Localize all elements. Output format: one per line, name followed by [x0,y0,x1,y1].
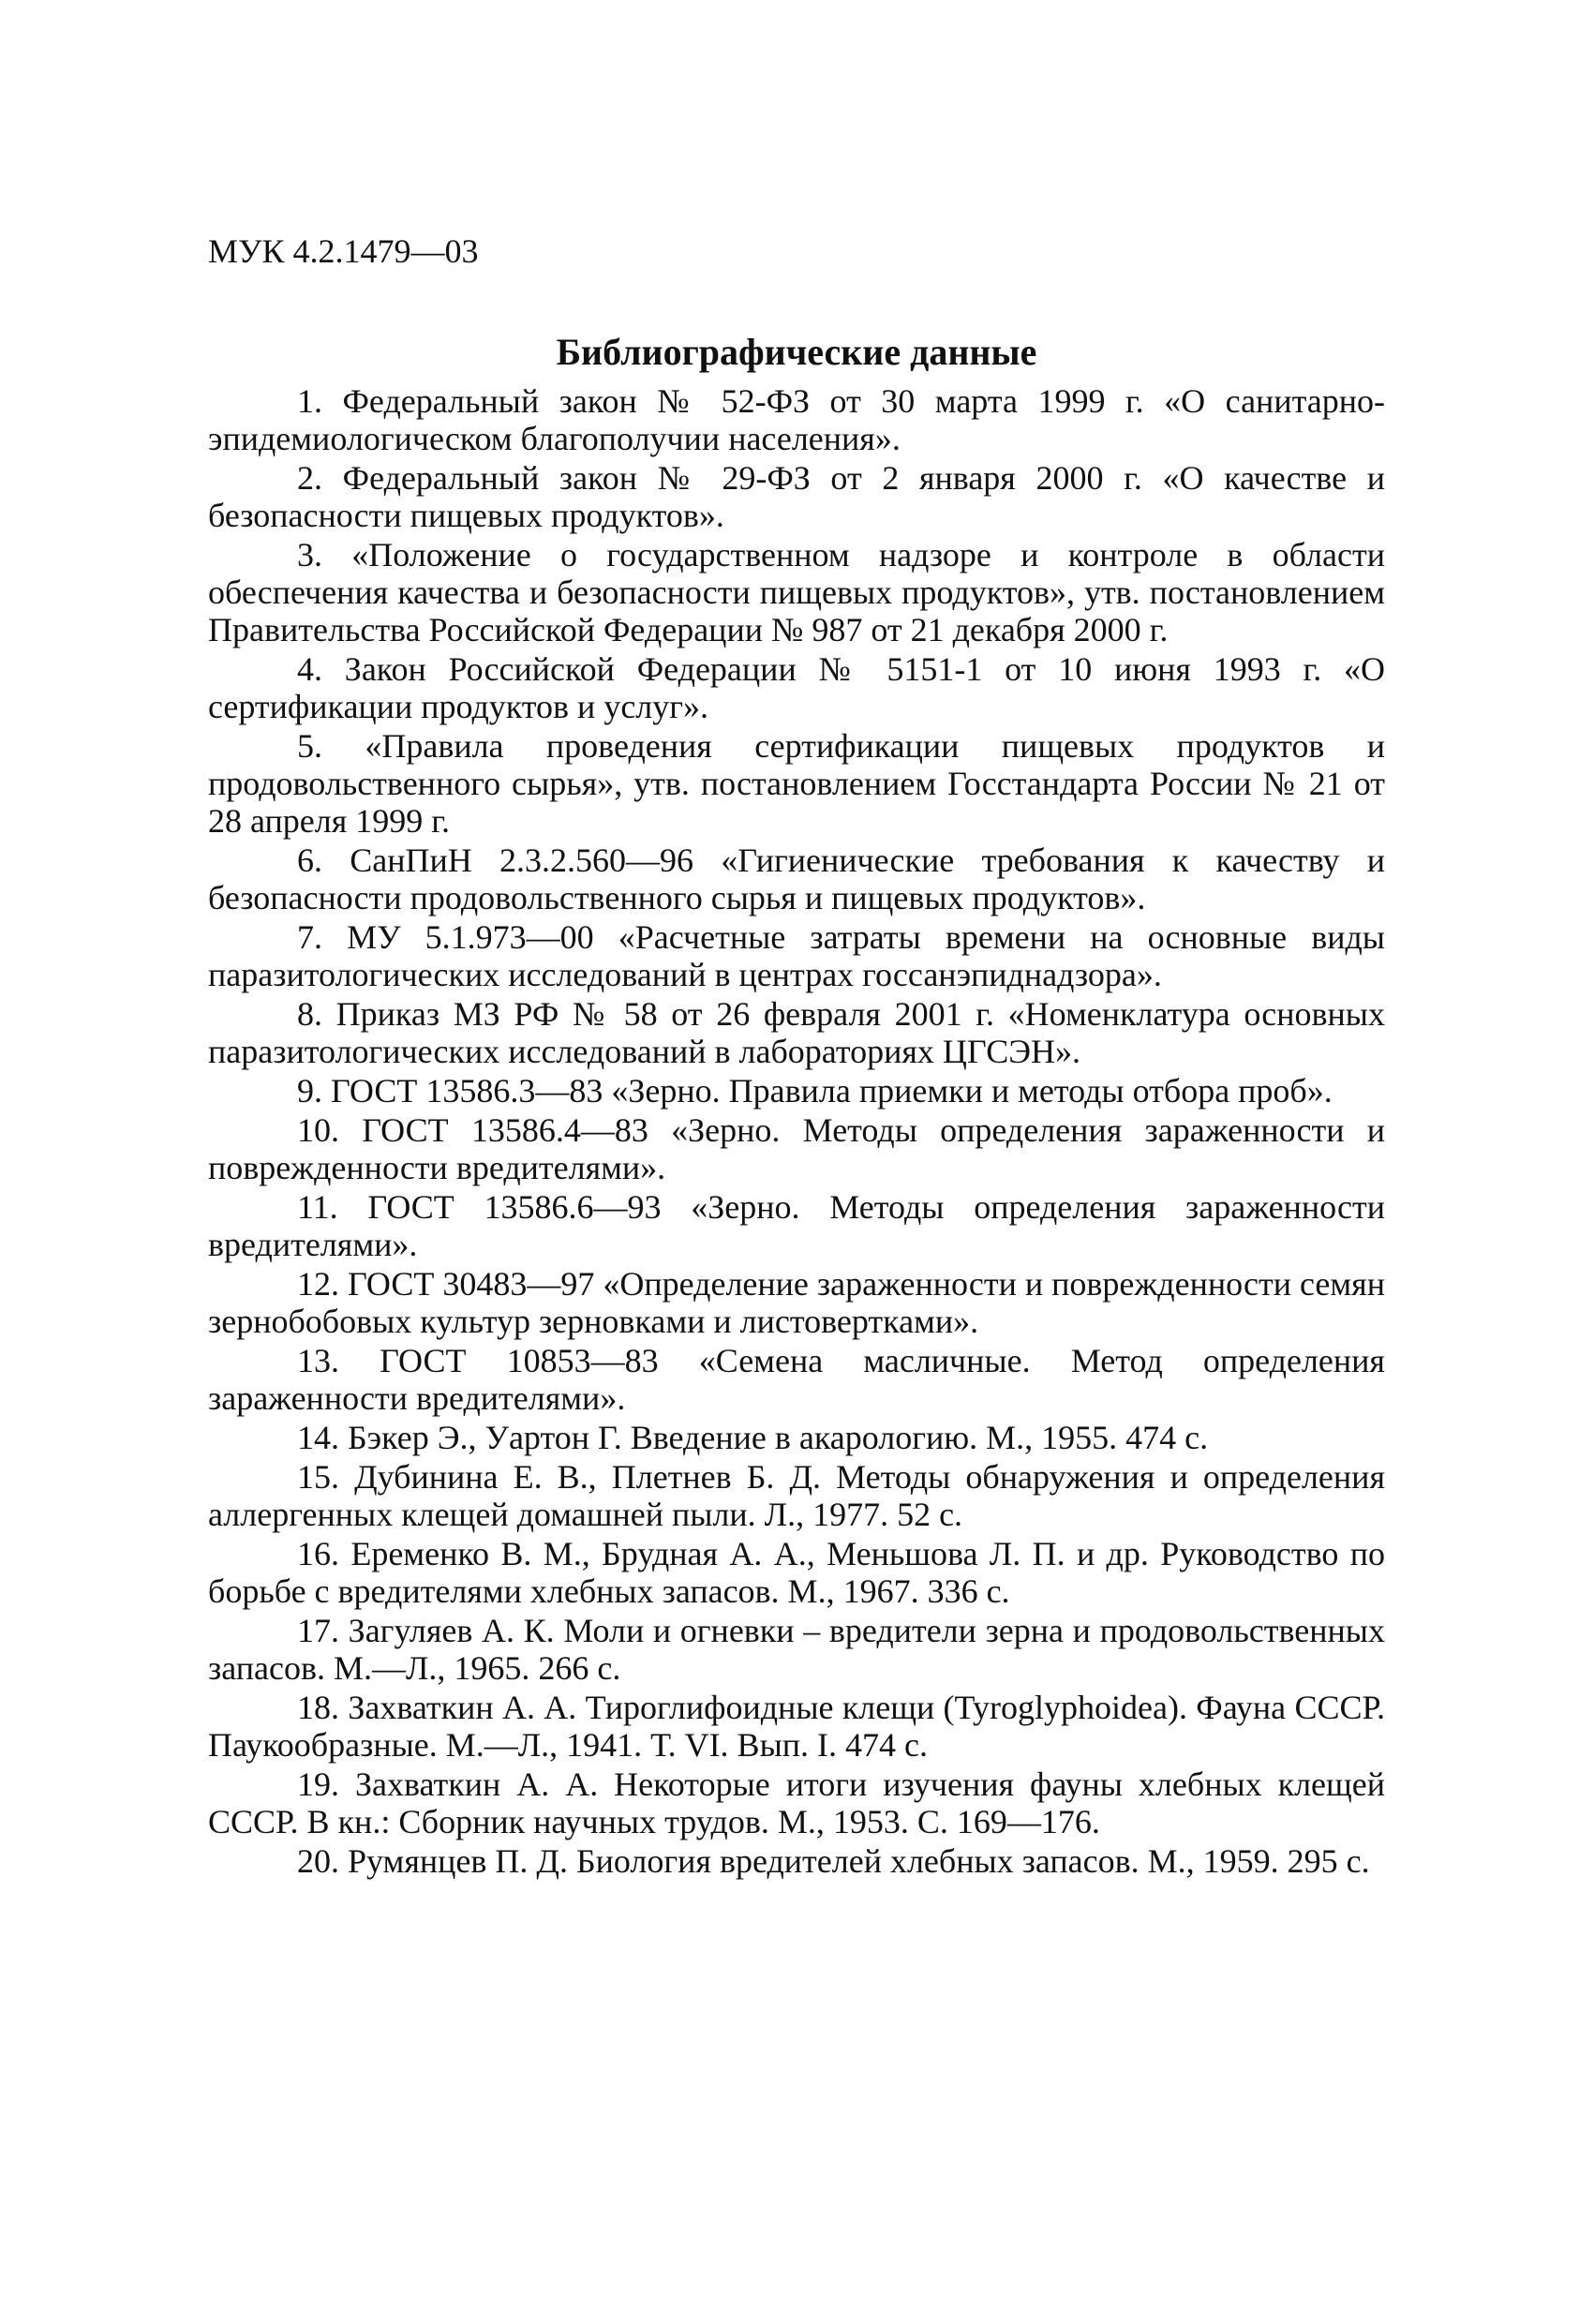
bibliography-item: 9. ГОСТ 13586.3—83 «Зерно. Правила приемки и методы отбора проб». [297,1072,1333,1110]
bibliography-item: 1. Федеральный закон № 52-ФЗ от 30 марта 1999 г. «О санитарно-эпидемиологическом благополучии населения». [208,382,1385,457]
bibliography-list [208,382,1385,1882]
bibliography-item: 13. ГОСТ 10853—83 «Семена масличные. Метод определения зараженности вредителями». [208,1342,1385,1417]
bibliography-item: 5. «Правила проведения сертификации пищевых продуктов и продовольственного сырья», утв. постановлением Госстандарта России № 21 от 28 апреля 1999 г. [208,727,1385,840]
bibliography-item: 3. «Положение о государственном надзоре и контроле в области обеспечения качества и безопасности пищевых продуктов», утв. постановлением Правительства Российской Федерации № 987 от 21 декабря 2000 г. [208,536,1385,648]
bibliography-item: 6. СанПиН 2.3.2.560—96 «Гигиенические требования к качеству и безопасности продовольственного сырья и пищевых продуктов». [208,842,1385,916]
bibliography-item: 16. Еременко В. М., Брудная А. А., Меньшова Л. П. и др. Руководство по борьбе с вредителями хлебных запасов. М., 1967. 336 с. [208,1535,1385,1610]
bibliography-item: 10. ГОСТ 13586.4—83 «Зерно. Методы определения зараженности и поврежденности вредителями». [208,1111,1385,1186]
bibliography-item: 20. Румянцев П. Д. Биология вредителей хлебных запасов. М., 1959. 295 с. [297,1842,1370,1880]
section-title: Библиографические данные [556,331,1037,373]
bibliography-item: 12. ГОСТ 30483—97 «Определение зараженности и поврежденности семян зернобобовых культур зерновками и листовертками». [208,1265,1385,1340]
document-code: МУК 4.2.1479—03 [208,232,479,270]
bibliography-item: 7. МУ 5.1.973—00 «Расчетные затраты времени на основные виды паразитологических исследований в центрах госсанэпиднадзора». [208,918,1385,993]
bibliography-item: 4. Закон Российской Федерации № 5151-1 от 10 июня 1993 г. «О сертификации продуктов и услуг». [208,650,1385,725]
bibliography-item: 18. Захваткин А. А. Тироглифоидные клещи (Tyroglyphoidea). Фауна СССР. Паукообразные. М.—Л., 1941. Т. VI. Вып. I. 474 с. [208,1689,1385,1764]
bibliography-item: 14. Бэкер Э., Уартон Г. Введение в акарологию. М., 1955. 474 с. [297,1419,1209,1456]
bibliography-item: 17. Загуляев А. К. Моли и огневки – вредители зерна и продовольственных запасов. М.—Л., 1965. 266 с. [208,1612,1385,1687]
bibliography-item: 11. ГОСТ 13586.6—93 «Зерно. Методы определения зараженности вредителями». [208,1188,1385,1263]
bibliography-item: 2. Федеральный закон № 29-ФЗ от 2 января 2000 г. «О качестве и безопасности пищевых продуктов». [208,459,1385,534]
bibliography-item: 19. Захваткин А. А. Некоторые итоги изучения фауны хлебных клещей СССР. В кн.: Сборник научных трудов. М., 1953. С. 169—176. [208,1765,1385,1840]
bibliography-item: 15. Дубинина Е. В., Плетнев Б. Д. Методы обнаружения и определения аллергенных клещей домашней пыли. Л., 1977. 52 с. [208,1458,1385,1533]
bibliography-item: 8. Приказ МЗ РФ № 58 от 26 февраля 2001 г. «Номенклатура основных паразитологических исследований в лабораториях ЦГСЭН». [208,995,1385,1070]
